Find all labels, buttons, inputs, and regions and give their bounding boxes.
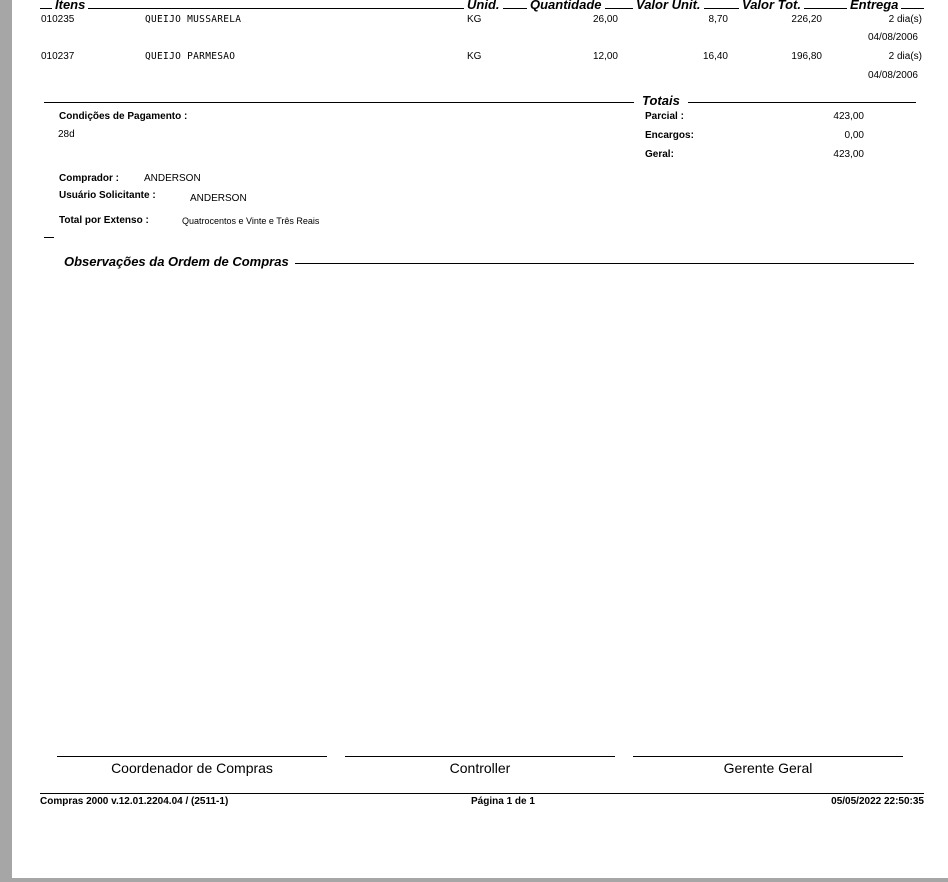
signature-general-manager: Gerente Geral — [723, 760, 813, 776]
item-quantity: 26,00 — [592, 14, 618, 25]
charges-value: 0,00 — [844, 130, 864, 141]
item-unit-price: 16,40 — [702, 51, 728, 62]
footer-version: Compras 2000 v.12.01.2204.04 / (2511-1) — [40, 796, 229, 807]
report-page — [12, 0, 948, 878]
requester-value: ANDERSON — [190, 193, 247, 204]
item-code: 010237 — [41, 51, 75, 62]
item-unit: KG — [467, 14, 482, 25]
col-header-quantidade: Quantidade — [527, 0, 605, 12]
amount-in-words-value: Quatrocentos e Vinte e Três Reais — [182, 216, 320, 226]
payment-terms-label: Condições de Pagamento : — [59, 111, 188, 122]
item-unit-price: 8,70 — [708, 14, 728, 25]
buyer-value: ANDERSON — [144, 173, 201, 184]
footer-datetime: 05/05/2022 22:50:35 — [831, 796, 924, 807]
col-header-valor-tot: Valor Tot. — [739, 0, 804, 12]
payment-terms-value: 28d — [58, 129, 75, 140]
item-total-price: 196,80 — [791, 51, 822, 62]
signature-line-3 — [633, 756, 903, 757]
item-description: QUEIJO MUSSARELA — [145, 14, 242, 25]
col-header-valor-unit: Valor Unit. — [633, 0, 704, 12]
footer-rule — [40, 793, 924, 794]
charges-label: Encargos: — [645, 130, 694, 141]
item-delivery-date: 04/08/2006 — [867, 70, 918, 81]
item-total-price: 226,20 — [791, 14, 822, 25]
partial-label: Parcial : — [645, 111, 684, 122]
partial-value: 423,00 — [833, 111, 864, 122]
signature-controller: Controller — [449, 760, 511, 776]
item-delivery-date: 04/08/2006 — [867, 32, 918, 43]
short-divider — [44, 237, 54, 238]
totals-title: Totais — [634, 94, 688, 108]
item-quantity: 12,00 — [592, 51, 618, 62]
observations-title: Observações da Ordem de Compras — [62, 255, 295, 269]
summary-rule — [44, 102, 916, 103]
item-unit: KG — [467, 51, 482, 62]
footer-page-number: Página 1 de 1 — [471, 796, 535, 807]
col-header-entrega: Entrega — [847, 0, 901, 12]
item-delivery-days: 2 dia(s) — [888, 51, 922, 62]
signature-coordinator: Coordenador de Compras — [111, 760, 273, 776]
item-description: QUEIJO PARMESAO — [145, 51, 236, 62]
amount-in-words-label: Total por Extenso : — [59, 215, 149, 226]
grand-total-value: 423,00 — [833, 149, 864, 160]
item-delivery-days: 2 dia(s) — [888, 14, 922, 25]
item-code: 010235 — [41, 14, 75, 25]
signature-line-2 — [345, 756, 615, 757]
signature-line-1 — [57, 756, 327, 757]
col-header-itens: Itens — [52, 0, 88, 12]
grand-total-label: Geral: — [645, 149, 674, 160]
requester-label: Usuário Solicitante : — [59, 190, 156, 201]
buyer-label: Comprador : — [59, 173, 119, 184]
col-header-unid: Unid. — [464, 0, 503, 12]
